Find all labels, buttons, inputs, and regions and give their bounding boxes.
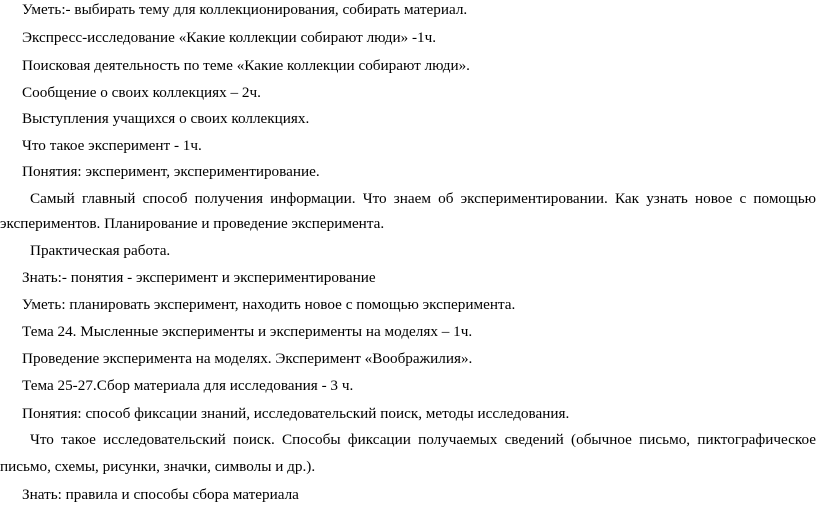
text-line: Проведение эксперимента на моделях. Эксперимент «Воображилия». xyxy=(22,350,473,367)
text-line: Поисковая деятельность по теме «Какие коллекции собирают люди». xyxy=(22,57,470,74)
text-line: Уметь: планировать эксперимент, находить новое с помощью эксперимента. xyxy=(22,296,516,313)
text-line: Понятия: способ фиксации знаний, исследовательский поиск, методы исследования. xyxy=(22,405,570,422)
text-line: Выступления учащихся о своих коллекциях. xyxy=(22,110,310,127)
text-line: Что такое эксперимент - 1ч. xyxy=(22,137,202,154)
text-line: экспериментов. Планирование и проведение эксперимента. xyxy=(0,215,385,232)
text-line: Знать:- понятия - эксперимент и экспериментирование xyxy=(22,269,376,286)
text-line: Уметь:- выбирать тему для коллекционирования, собирать материал. xyxy=(22,1,468,18)
text-line: Самый главный способ получения информации. Что знаем об экспериментировании. Как узнать новое с помощью xyxy=(30,190,816,207)
text-line: Понятия: эксперимент, экспериментирование. xyxy=(22,163,320,180)
text-line: Экспресс-исследование «Какие коллекции собирают люди» -1ч. xyxy=(22,29,437,46)
text-line: Сообщение о своих коллекциях – 2ч. xyxy=(22,84,261,101)
text-line: Что такое исследовательский поиск. Способы фиксации получаемых сведений (обычное письмо, пиктографическое xyxy=(30,431,816,448)
text-line: Тема 25-27.Сбор материала для исследования - 3 ч. xyxy=(22,377,354,394)
text-line: Тема 24. Мысленные эксперименты и эксперименты на моделях – 1ч. xyxy=(22,323,473,340)
text-line: Знать: правила и способы сбора материала xyxy=(22,486,299,503)
text-line: Практическая работа. xyxy=(30,242,171,259)
text-line: письмо, схемы, рисунки, значки, символы и др.). xyxy=(0,458,316,475)
